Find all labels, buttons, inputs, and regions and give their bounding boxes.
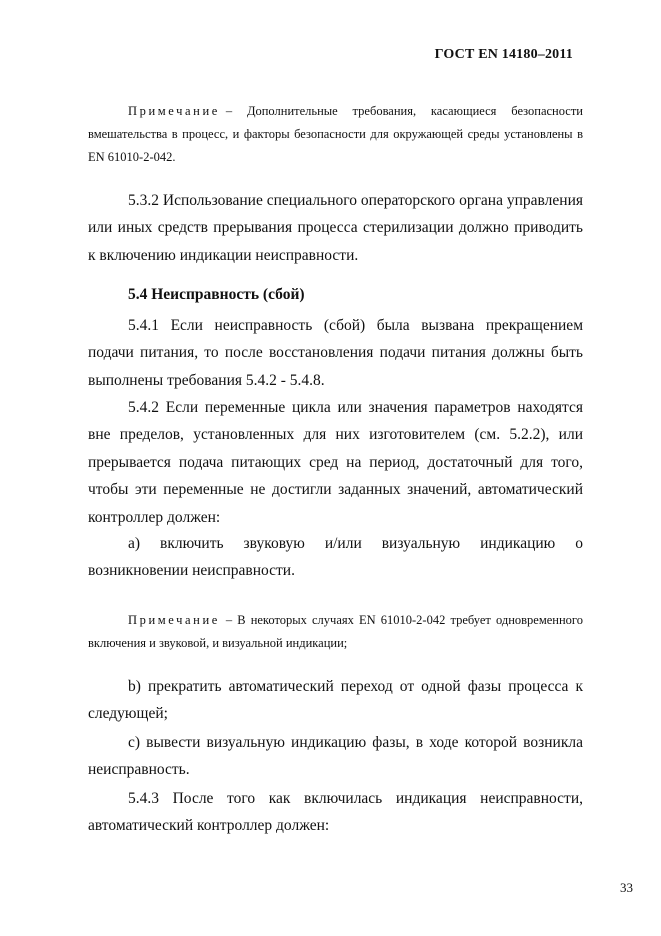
note-safety	[88, 100, 583, 169]
paragraph-5-4-2: 5.4.2 Если переменные цикла или значения параметров находятся вне пределов, установленных для них изготовителем (см. 5.2.2), или прерывается подача питающих сред на период, достаточный для того, чтобы эти переменные не достигли заданных значений, автоматический контроллер должен:	[88, 399, 583, 526]
note-indication	[88, 609, 583, 655]
list-item-b: b) прекратить автоматический переход от одной фазы процесса к следующей;	[88, 678, 583, 723]
note-label: Примечание	[128, 104, 220, 118]
list-item-a: а) включить звуковую и/или визуальную индикацию о возникновении неисправности.	[88, 535, 583, 580]
note-label: Примечание	[128, 613, 220, 627]
note-text: – В некоторых случаях EN 61010-2-042 требует одновременного включения и звуковой, и визуальной индикации;	[88, 613, 583, 650]
list-item-c: с) вывести визуальную индикацию фазы, в ходе которой возникла неисправность.	[88, 734, 583, 779]
paragraph-5-3-2: 5.3.2 Использование специального операторского органа управления или иных средств прерывания процесса стерилизации должно приводить к включению индикации неисправности.	[88, 192, 583, 264]
paragraph-5-4-1: 5.4.1 Если неисправность (сбой) была вызвана прекращением подачи питания, то после восстановления подачи питания должны быть выполнены требования 5.4.2 - 5.4.8.	[88, 317, 583, 389]
document-header: ГОСТ EN 14180–2011	[434, 47, 573, 62]
page-number: 33	[620, 880, 633, 895]
paragraph-5-4-3: 5.4.3 После того как включилась индикация неисправности, автоматический контроллер должен:	[88, 790, 583, 835]
section-heading-5-4: 5.4 Неисправность (сбой)	[128, 286, 305, 303]
note-text: – Дополнительные требования, касающиеся безопасности вмешательства в процесс, и факторы безопасности для окружающей среды установлены в EN 61010-2-042.	[88, 104, 583, 164]
